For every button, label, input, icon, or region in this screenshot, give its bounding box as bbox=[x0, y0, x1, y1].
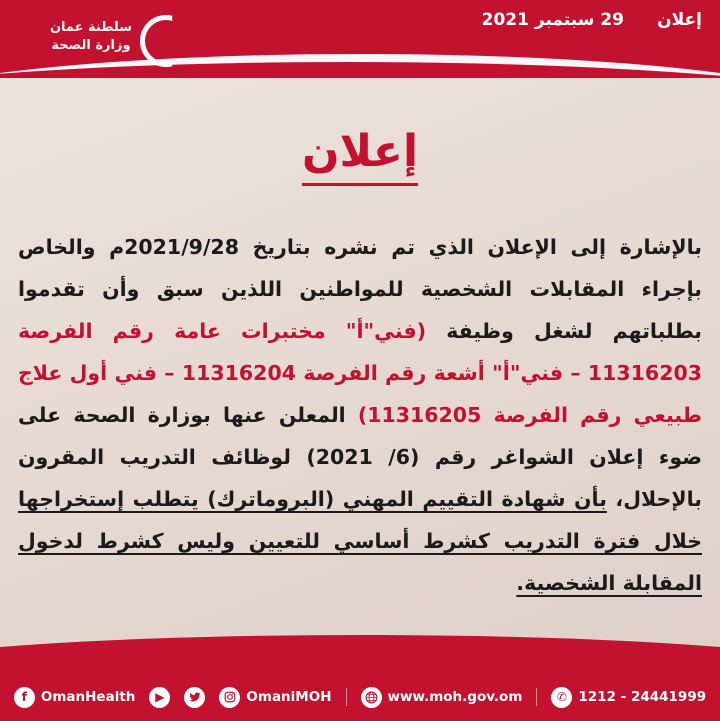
facebook-icon: f bbox=[14, 687, 35, 708]
announcement-body bbox=[18, 226, 702, 604]
footer-social-facebook[interactable] bbox=[14, 687, 136, 708]
footer-links bbox=[0, 683, 720, 711]
instagram-icon bbox=[219, 687, 240, 708]
page-header bbox=[0, 0, 720, 78]
facebook-label: OmanHealth bbox=[40, 689, 136, 705]
header-tag: إعلان bbox=[657, 10, 702, 30]
body-segment-underlined: بأن شهادة التقييم المهني (البروماترك) يتطلب إستخراجها خلال فترة التدريب كشرط أساسي للتعيين وليس كشرط لدخول المقابلة الشخصية. bbox=[18, 487, 702, 596]
footer-website[interactable] bbox=[361, 687, 523, 708]
phone-label: 1212 - 24441999 bbox=[578, 689, 707, 705]
crescent-icon bbox=[138, 11, 182, 63]
ministry-logo bbox=[22, 6, 182, 68]
footer-social-instagram[interactable] bbox=[219, 687, 331, 708]
footer-divider bbox=[346, 688, 347, 706]
body-paragraph bbox=[18, 226, 702, 604]
twitter-icon bbox=[184, 687, 205, 708]
body-segment-1: بالإشارة إلى الإعلان الذي تم نشره بتاريخ 2021/9/28م والخاص بإجراء المقابلات الشخصية للمواطنين اللذين سبق وأن تقدموا بطلباتهم لشغل وظيفة bbox=[18, 235, 702, 344]
logo-text bbox=[50, 19, 132, 54]
logo-line-2: وزارة الصحة bbox=[51, 38, 131, 53]
website-label: www.moh.gov.om bbox=[387, 689, 523, 705]
footer-social-twitter[interactable] bbox=[184, 687, 205, 708]
body-segment-jobs: (فني"أ" مختبرات عامة رقم الفرصة 11316203 – فني"أ" أشعة رقم الفرصة 11316204 – فني أول علاج طبيعي رقم الفرصة 11316205) bbox=[18, 319, 702, 428]
instagram-label: OmaniMOH bbox=[246, 689, 332, 705]
logo-line-1: سلطنة عمان bbox=[49, 20, 132, 36]
phone-icon: ✆ bbox=[551, 687, 572, 708]
footer-divider-2 bbox=[536, 688, 537, 706]
youtube-icon: ▶ bbox=[149, 687, 170, 708]
page-footer bbox=[0, 659, 720, 721]
page-title: إعلان bbox=[302, 126, 418, 186]
footer-phone[interactable] bbox=[551, 687, 706, 708]
body-segment-3: المعلن عنها بوزارة الصحة على ضوء إعلان الشواغر رقم (6/ 2021) لوظائف التدريب المقرون بالإحلال، bbox=[18, 403, 703, 512]
page-title-wrap bbox=[0, 126, 720, 186]
globe-icon bbox=[361, 687, 382, 708]
header-date: 29 سبتمبر 2021 bbox=[481, 10, 624, 30]
footer-social-youtube[interactable] bbox=[149, 687, 170, 708]
